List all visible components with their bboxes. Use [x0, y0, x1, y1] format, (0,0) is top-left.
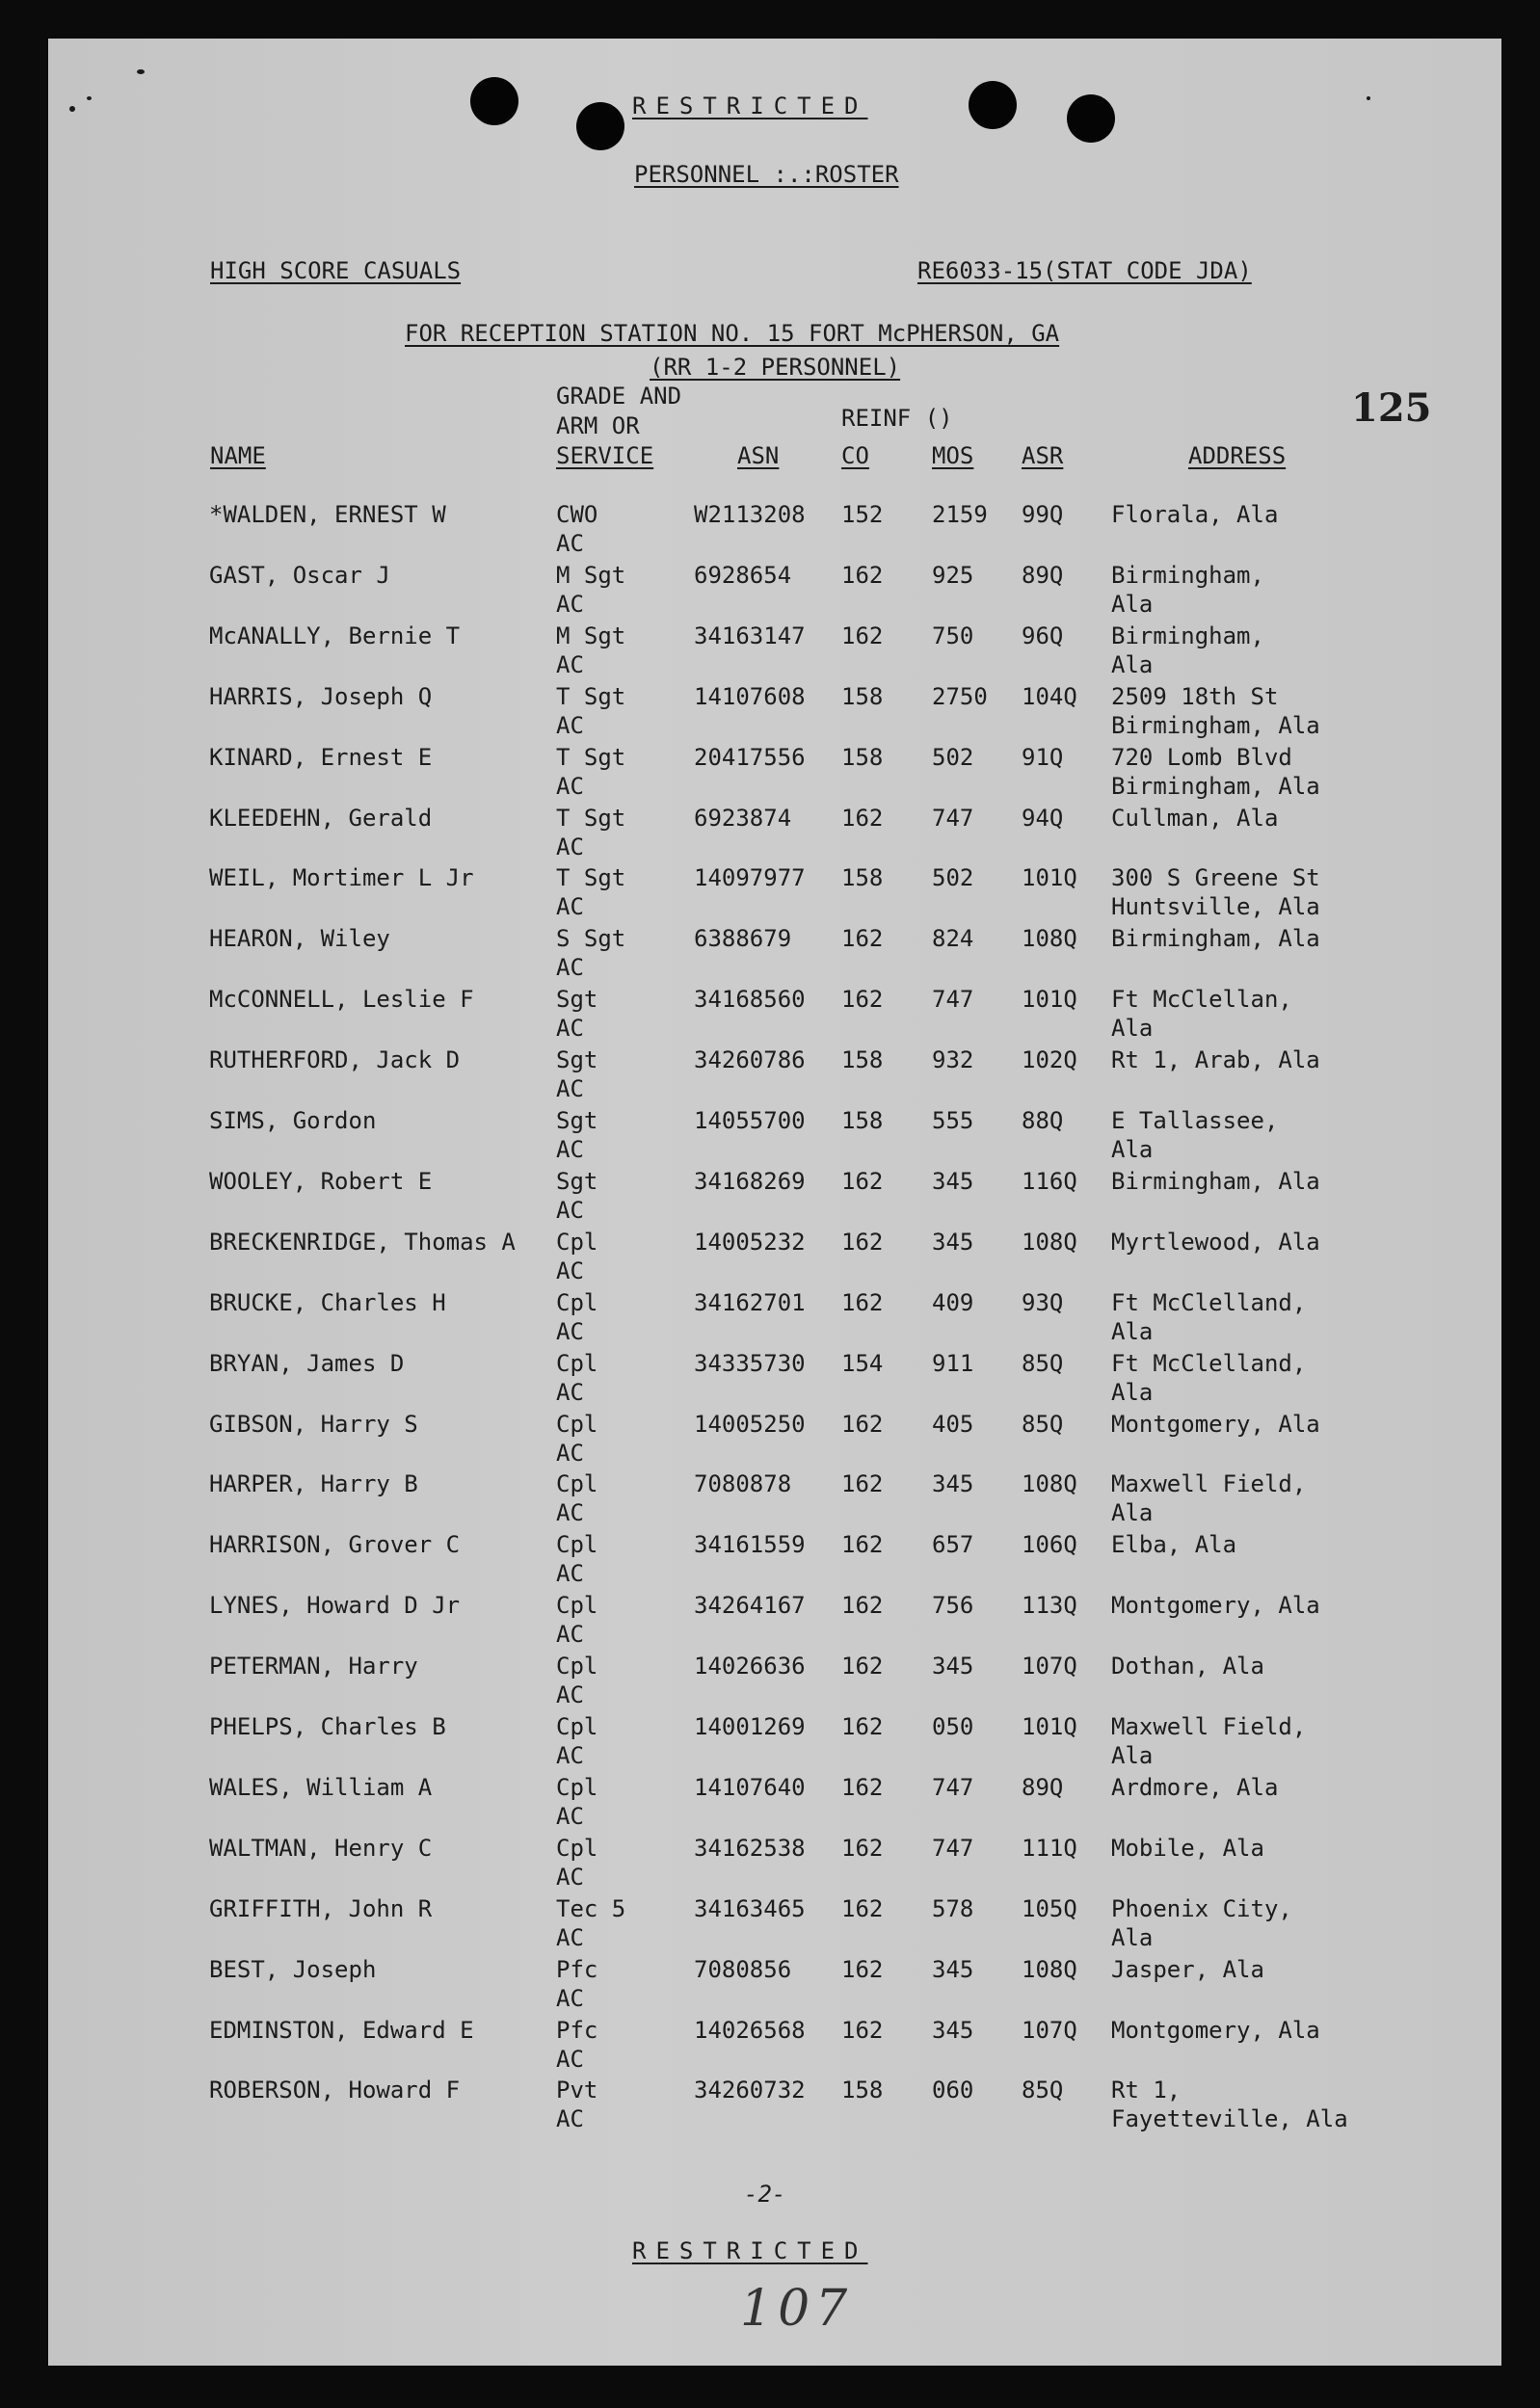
cell-address-line1: Phoenix City, [1111, 1894, 1292, 1922]
cell-asn: 34335730 [694, 1349, 806, 1377]
cell-mos: 747 [932, 1773, 974, 1801]
ink-speck [69, 106, 75, 112]
cell-asr: 85Q [1022, 1410, 1064, 1438]
cell-mos: 502 [932, 743, 974, 771]
cell-name: KINARD, Ernest E [209, 743, 433, 771]
cell-co: 162 [841, 1653, 884, 1680]
cell-asn: 34163465 [694, 1894, 806, 1922]
cell-grade: T Sgt [556, 864, 626, 892]
cell-arm: AC [556, 2105, 584, 2133]
cell-mos: 502 [932, 864, 974, 892]
cell-address-line1: Myrtlewood, Ala [1111, 1228, 1320, 1256]
cell-grade: CWO [556, 501, 598, 528]
cell-grade: Pfc [556, 2016, 598, 2044]
cell-address-line1: Florala, Ala [1111, 501, 1279, 528]
cell-asn: 34161559 [694, 1531, 806, 1559]
table-row [48, 805, 1501, 864]
cell-asr: 107Q [1022, 1653, 1077, 1680]
cell-grade: Cpl [556, 1349, 598, 1377]
cell-asn: 34264167 [694, 1592, 806, 1620]
cell-mos: 555 [932, 1107, 974, 1134]
table-row [48, 1168, 1501, 1228]
cell-mos: 578 [932, 1894, 974, 1922]
cell-grade: S Sgt [556, 925, 626, 953]
cell-address-line1: Montgomery, Ala [1111, 2016, 1320, 2044]
cell-name: HARRISON, Grover C [209, 1531, 461, 1559]
table-row [48, 1289, 1501, 1349]
cell-asr: 94Q [1022, 804, 1064, 832]
cell-name: GRIFFITH, John R [209, 1894, 433, 1922]
cell-name: BRECKENRIDGE, Thomas A [209, 1228, 516, 1256]
cell-grade: Cpl [556, 1653, 598, 1680]
cell-asr: 108Q [1022, 1228, 1077, 1256]
cell-name: GIBSON, Harry S [209, 1410, 418, 1438]
cell-co: 162 [841, 1410, 884, 1438]
ink-speck [1367, 96, 1370, 100]
cell-arm: AC [556, 1560, 584, 1588]
cell-arm: AC [556, 1075, 584, 1103]
cell-arm: AC [556, 2045, 584, 2073]
cell-grade: Cpl [556, 1470, 598, 1498]
cell-asn: 6923874 [694, 804, 792, 832]
cell-name: PHELPS, Charles B [209, 1713, 446, 1740]
cell-mos: 747 [932, 1834, 974, 1862]
cell-name: KLEEDEHN, Gerald [209, 804, 433, 832]
cell-address-line2: Birmingham, Ala [1111, 711, 1320, 739]
cell-asr: 101Q [1022, 864, 1077, 892]
cell-arm: AC [556, 833, 584, 860]
table-row [48, 1470, 1501, 1530]
cell-arm: AC [556, 1863, 584, 1891]
table-row [48, 2017, 1501, 2077]
cell-asn: 14107608 [694, 682, 806, 710]
order-reference: RE6033-15(STAT CODE JDA) [917, 257, 1252, 284]
cell-address-line2: Ala [1111, 1923, 1154, 1951]
table-row [48, 1713, 1501, 1773]
cell-arm: AC [556, 1984, 584, 2012]
cell-arm: AC [556, 893, 584, 921]
group-label: HIGH SCORE CASUALS [210, 257, 462, 284]
cell-address-line1: 2509 18th St [1111, 682, 1279, 710]
cell-asr: 91Q [1022, 743, 1064, 771]
cell-co: 162 [841, 1288, 884, 1316]
col-mos: MOS [932, 442, 974, 469]
cell-asn: 14026568 [694, 2016, 806, 2044]
cell-co: 162 [841, 1955, 884, 1983]
cell-asr: 93Q [1022, 1288, 1064, 1316]
cell-name: RUTHERFORD, Jack D [209, 1046, 461, 1074]
cell-asr: 101Q [1022, 1713, 1077, 1740]
cell-arm: AC [556, 1378, 584, 1406]
cell-mos: 756 [932, 1592, 974, 1620]
cell-address-line1: Birmingham, [1111, 561, 1264, 589]
cell-asr: 108Q [1022, 1470, 1077, 1498]
cell-name: LYNES, Howard D Jr [209, 1592, 461, 1620]
cell-mos: 345 [932, 1955, 974, 1983]
cell-grade: Sgt [556, 1107, 598, 1134]
cell-address-line1: Maxwell Field, [1111, 1470, 1307, 1498]
cell-co: 162 [841, 1228, 884, 1256]
cell-co: 158 [841, 2077, 884, 2104]
personnel-note: (RR 1-2 PERSONNEL) [650, 354, 901, 381]
cell-grade: Cpl [556, 1288, 598, 1316]
cell-asn: 20417556 [694, 743, 806, 771]
cell-arm: AC [556, 590, 584, 618]
cell-address-line2: Ala [1111, 650, 1154, 678]
cell-arm: AC [556, 1257, 584, 1284]
cell-co: 162 [841, 1713, 884, 1740]
cell-grade: T Sgt [556, 804, 626, 832]
cell-asr: 85Q [1022, 1349, 1064, 1377]
table-row [48, 1956, 1501, 2016]
footer-page-number: -2- [744, 2181, 786, 2208]
cell-asn: 14005232 [694, 1228, 806, 1256]
cell-asr: 102Q [1022, 1046, 1077, 1074]
cell-asr: 111Q [1022, 1834, 1077, 1862]
cell-grade: Cpl [556, 1773, 598, 1801]
cell-arm: AC [556, 1499, 584, 1527]
cell-address-line1: Ardmore, Ala [1111, 1773, 1279, 1801]
cell-asn: 14026636 [694, 1653, 806, 1680]
header-restricted: RESTRICTED [632, 93, 868, 119]
cell-co: 162 [841, 1470, 884, 1498]
cell-mos: 824 [932, 925, 974, 953]
cell-address-line1: Birmingham, Ala [1111, 925, 1320, 953]
cell-mos: 409 [932, 1288, 974, 1316]
cell-grade: Cpl [556, 1228, 598, 1256]
cell-asn: 34168269 [694, 1167, 806, 1195]
footer-restricted: RESTRICTED [632, 2237, 868, 2264]
cell-asr: 108Q [1022, 1955, 1077, 1983]
cell-asr: 116Q [1022, 1167, 1077, 1195]
cell-grade: Cpl [556, 1410, 598, 1438]
punch-hole [969, 81, 1017, 129]
table-row [48, 864, 1501, 924]
cell-mos: 911 [932, 1349, 974, 1377]
cell-asn: 34260732 [694, 2077, 806, 2104]
cell-mos: 747 [932, 986, 974, 1014]
cell-asn: 6928654 [694, 561, 792, 589]
cell-address-line2: Ala [1111, 1378, 1154, 1406]
table-row [48, 744, 1501, 804]
cell-address-line1: Ft McClelland, [1111, 1288, 1307, 1316]
cell-co: 158 [841, 682, 884, 710]
cell-asr: 101Q [1022, 986, 1077, 1014]
cell-name: PETERMAN, Harry [209, 1653, 418, 1680]
cell-name: HARPER, Harry B [209, 1470, 418, 1498]
cell-asr: 113Q [1022, 1592, 1077, 1620]
punch-hole [470, 77, 518, 125]
table-row [48, 622, 1501, 682]
table-row [48, 683, 1501, 743]
cell-arm: AC [556, 772, 584, 800]
table-row [48, 986, 1501, 1045]
cell-co: 162 [841, 1592, 884, 1620]
table-row [48, 1774, 1501, 1834]
cell-address-line1: Montgomery, Ala [1111, 1410, 1320, 1438]
col-asr: ASR [1022, 442, 1064, 469]
cell-address-line1: Maxwell Field, [1111, 1713, 1307, 1740]
cell-name: BEST, Joseph [209, 1955, 377, 1983]
cell-grade: Tec 5 [556, 1894, 626, 1922]
table-row [48, 1592, 1501, 1652]
cell-address-line1: Birmingham, [1111, 622, 1264, 649]
col-reinf: REINF () [841, 405, 953, 432]
cell-co: 162 [841, 1894, 884, 1922]
cell-mos: 405 [932, 1410, 974, 1438]
col-name: NAME [210, 442, 266, 469]
cell-asn: 7080878 [694, 1470, 792, 1498]
cell-asn: 34162538 [694, 1834, 806, 1862]
cell-name: McCONNELL, Leslie F [209, 986, 474, 1014]
table-row [48, 562, 1501, 622]
cell-arm: AC [556, 1621, 584, 1649]
cell-co: 162 [841, 804, 884, 832]
cell-grade: Sgt [556, 986, 598, 1014]
cell-grade: Pfc [556, 1955, 598, 1983]
cell-grade: Sgt [556, 1046, 598, 1074]
cell-asr: 106Q [1022, 1531, 1077, 1559]
cell-address-line2: Ala [1111, 1136, 1154, 1163]
page-number: 125 [1351, 385, 1432, 431]
cell-name: WEIL, Mortimer L Jr [209, 864, 474, 892]
cell-name: McANALLY, Bernie T [209, 622, 461, 649]
cell-address-line2: Birmingham, Ala [1111, 772, 1320, 800]
col-co: CO [841, 442, 869, 469]
table-row [48, 501, 1501, 561]
cell-name: BRYAN, James D [209, 1349, 405, 1377]
document-title: PERSONNEL :.:ROSTER [634, 161, 899, 188]
cell-co: 162 [841, 925, 884, 953]
cell-arm: AC [556, 530, 584, 557]
cell-address-line1: Montgomery, Ala [1111, 1592, 1320, 1620]
table-row [48, 1895, 1501, 1955]
cell-address-line1: Ft McClelland, [1111, 1349, 1307, 1377]
cell-asn: 34168560 [694, 986, 806, 1014]
document-page [48, 39, 1501, 2366]
cell-name: GAST, Oscar J [209, 561, 390, 589]
cell-co: 162 [841, 1834, 884, 1862]
cell-grade: T Sgt [556, 682, 626, 710]
punch-hole [1067, 94, 1115, 143]
cell-co: 162 [841, 1773, 884, 1801]
cell-arm: AC [556, 711, 584, 739]
ink-speck [137, 69, 145, 74]
handwritten-number: 107 [740, 2280, 854, 2338]
cell-mos: 060 [932, 2077, 974, 2104]
table-row [48, 1046, 1501, 1106]
cell-asn: 14001269 [694, 1713, 806, 1740]
cell-address-line2: Ala [1111, 1015, 1154, 1043]
cell-address-line2: Ala [1111, 1317, 1154, 1345]
station-line: FOR RECEPTION STATION NO. 15 FORT McPHERSON, GA [405, 320, 1060, 347]
cell-arm: AC [556, 1681, 584, 1709]
cell-asn: 14097977 [694, 864, 806, 892]
cell-name: ROBERSON, Howard F [209, 2077, 461, 2104]
punch-hole [576, 102, 624, 150]
cell-grade: Cpl [556, 1531, 598, 1559]
cell-address-line2: Ala [1111, 1742, 1154, 1769]
cell-name: WALES, William A [209, 1773, 433, 1801]
cell-mos: 345 [932, 1470, 974, 1498]
cell-address-line2: Huntsville, Ala [1111, 893, 1320, 921]
cell-mos: 657 [932, 1531, 974, 1559]
cell-asr: 89Q [1022, 561, 1064, 589]
cell-asn: 14107640 [694, 1773, 806, 1801]
cell-asr: 99Q [1022, 501, 1064, 528]
cell-address-line1: Ft McClellan, [1111, 986, 1292, 1014]
cell-address-line1: Birmingham, Ala [1111, 1167, 1320, 1195]
cell-name: *WALDEN, ERNEST W [209, 501, 446, 528]
cell-arm: AC [556, 954, 584, 982]
table-row [48, 1350, 1501, 1410]
cell-asr: 85Q [1022, 2077, 1064, 2104]
cell-mos: 345 [932, 1167, 974, 1195]
table-row [48, 1229, 1501, 1288]
cell-name: WOOLEY, Robert E [209, 1167, 433, 1195]
cell-asr: 108Q [1022, 925, 1077, 953]
cell-address-line1: Elba, Ala [1111, 1531, 1237, 1559]
cell-address-line1: Cullman, Ala [1111, 804, 1279, 832]
cell-co: 162 [841, 986, 884, 1014]
cell-asn: 14005250 [694, 1410, 806, 1438]
cell-arm: AC [556, 1196, 584, 1224]
cell-name: WALTMAN, Henry C [209, 1834, 433, 1862]
cell-mos: 345 [932, 1653, 974, 1680]
cell-asn: 34163147 [694, 622, 806, 649]
cell-address-line1: 300 S Greene St [1111, 864, 1320, 892]
cell-co: 158 [841, 864, 884, 892]
cell-arm: AC [556, 1439, 584, 1467]
cell-co: 158 [841, 743, 884, 771]
cell-address-line1: Rt 1, Arab, Ala [1111, 1046, 1320, 1074]
cell-mos: 747 [932, 804, 974, 832]
cell-mos: 050 [932, 1713, 974, 1740]
cell-asn: W2113208 [694, 501, 806, 528]
cell-arm: AC [556, 1015, 584, 1043]
cell-grade: M Sgt [556, 622, 626, 649]
cell-arm: AC [556, 1923, 584, 1951]
table-row [48, 2077, 1501, 2136]
cell-co: 152 [841, 501, 884, 528]
cell-grade: Pvt [556, 2077, 598, 2104]
cell-name: SIMS, Gordon [209, 1107, 377, 1134]
cell-co: 162 [841, 622, 884, 649]
cell-co: 162 [841, 561, 884, 589]
cell-name: EDMINSTON, Edward E [209, 2016, 474, 2044]
cell-co: 158 [841, 1107, 884, 1134]
cell-address-line2: Ala [1111, 1499, 1154, 1527]
cell-mos: 345 [932, 1228, 974, 1256]
col-grade-line1: GRADE AND [556, 383, 682, 410]
table-row [48, 1653, 1501, 1712]
cell-asn: 7080856 [694, 1955, 792, 1983]
cell-mos: 345 [932, 2016, 974, 2044]
cell-arm: AC [556, 650, 584, 678]
cell-grade: T Sgt [556, 743, 626, 771]
cell-grade: Sgt [556, 1167, 598, 1195]
cell-address-line1: Rt 1, [1111, 2077, 1182, 2104]
col-address: ADDRESS [1188, 442, 1287, 469]
cell-address-line1: Dothan, Ala [1111, 1653, 1264, 1680]
cell-asn: 14055700 [694, 1107, 806, 1134]
cell-name: BRUCKE, Charles H [209, 1288, 446, 1316]
cell-address-line2: Fayetteville, Ala [1111, 2105, 1348, 2133]
cell-mos: 925 [932, 561, 974, 589]
cell-mos: 2750 [932, 682, 988, 710]
cell-co: 158 [841, 1046, 884, 1074]
col-asn: ASN [737, 442, 780, 469]
cell-co: 162 [841, 1531, 884, 1559]
cell-mos: 750 [932, 622, 974, 649]
cell-arm: AC [556, 1742, 584, 1769]
cell-address-line1: Mobile, Ala [1111, 1834, 1264, 1862]
cell-grade: Cpl [556, 1834, 598, 1862]
cell-asr: 107Q [1022, 2016, 1077, 2044]
cell-mos: 932 [932, 1046, 974, 1074]
cell-asn: 6388679 [694, 925, 792, 953]
table-row [48, 1411, 1501, 1470]
cell-grade: Cpl [556, 1713, 598, 1740]
cell-co: 162 [841, 1167, 884, 1195]
cell-address-line1: 720 Lomb Blvd [1111, 743, 1292, 771]
col-grade-line2: ARM OR [556, 412, 640, 439]
cell-mos: 2159 [932, 501, 988, 528]
cell-address-line1: E Tallassee, [1111, 1107, 1279, 1134]
cell-address-line2: Ala [1111, 590, 1154, 618]
cell-asr: 88Q [1022, 1107, 1064, 1134]
table-row [48, 1107, 1501, 1167]
cell-asn: 34260786 [694, 1046, 806, 1074]
cell-arm: AC [556, 1136, 584, 1163]
cell-asr: 105Q [1022, 1894, 1077, 1922]
cell-name: HARRIS, Joseph Q [209, 682, 433, 710]
cell-asr: 96Q [1022, 622, 1064, 649]
table-row [48, 925, 1501, 985]
ink-speck [87, 96, 92, 100]
cell-asr: 89Q [1022, 1773, 1064, 1801]
col-grade-line3: SERVICE [556, 442, 654, 469]
table-row [48, 1531, 1501, 1591]
cell-grade: Cpl [556, 1592, 598, 1620]
cell-name: HEARON, Wiley [209, 925, 390, 953]
cell-asr: 104Q [1022, 682, 1077, 710]
cell-address-line1: Jasper, Ala [1111, 1955, 1264, 1983]
cell-asn: 34162701 [694, 1288, 806, 1316]
cell-arm: AC [556, 1317, 584, 1345]
cell-co: 154 [841, 1349, 884, 1377]
table-row [48, 1835, 1501, 1894]
cell-co: 162 [841, 2016, 884, 2044]
cell-arm: AC [556, 1802, 584, 1830]
cell-grade: M Sgt [556, 561, 626, 589]
